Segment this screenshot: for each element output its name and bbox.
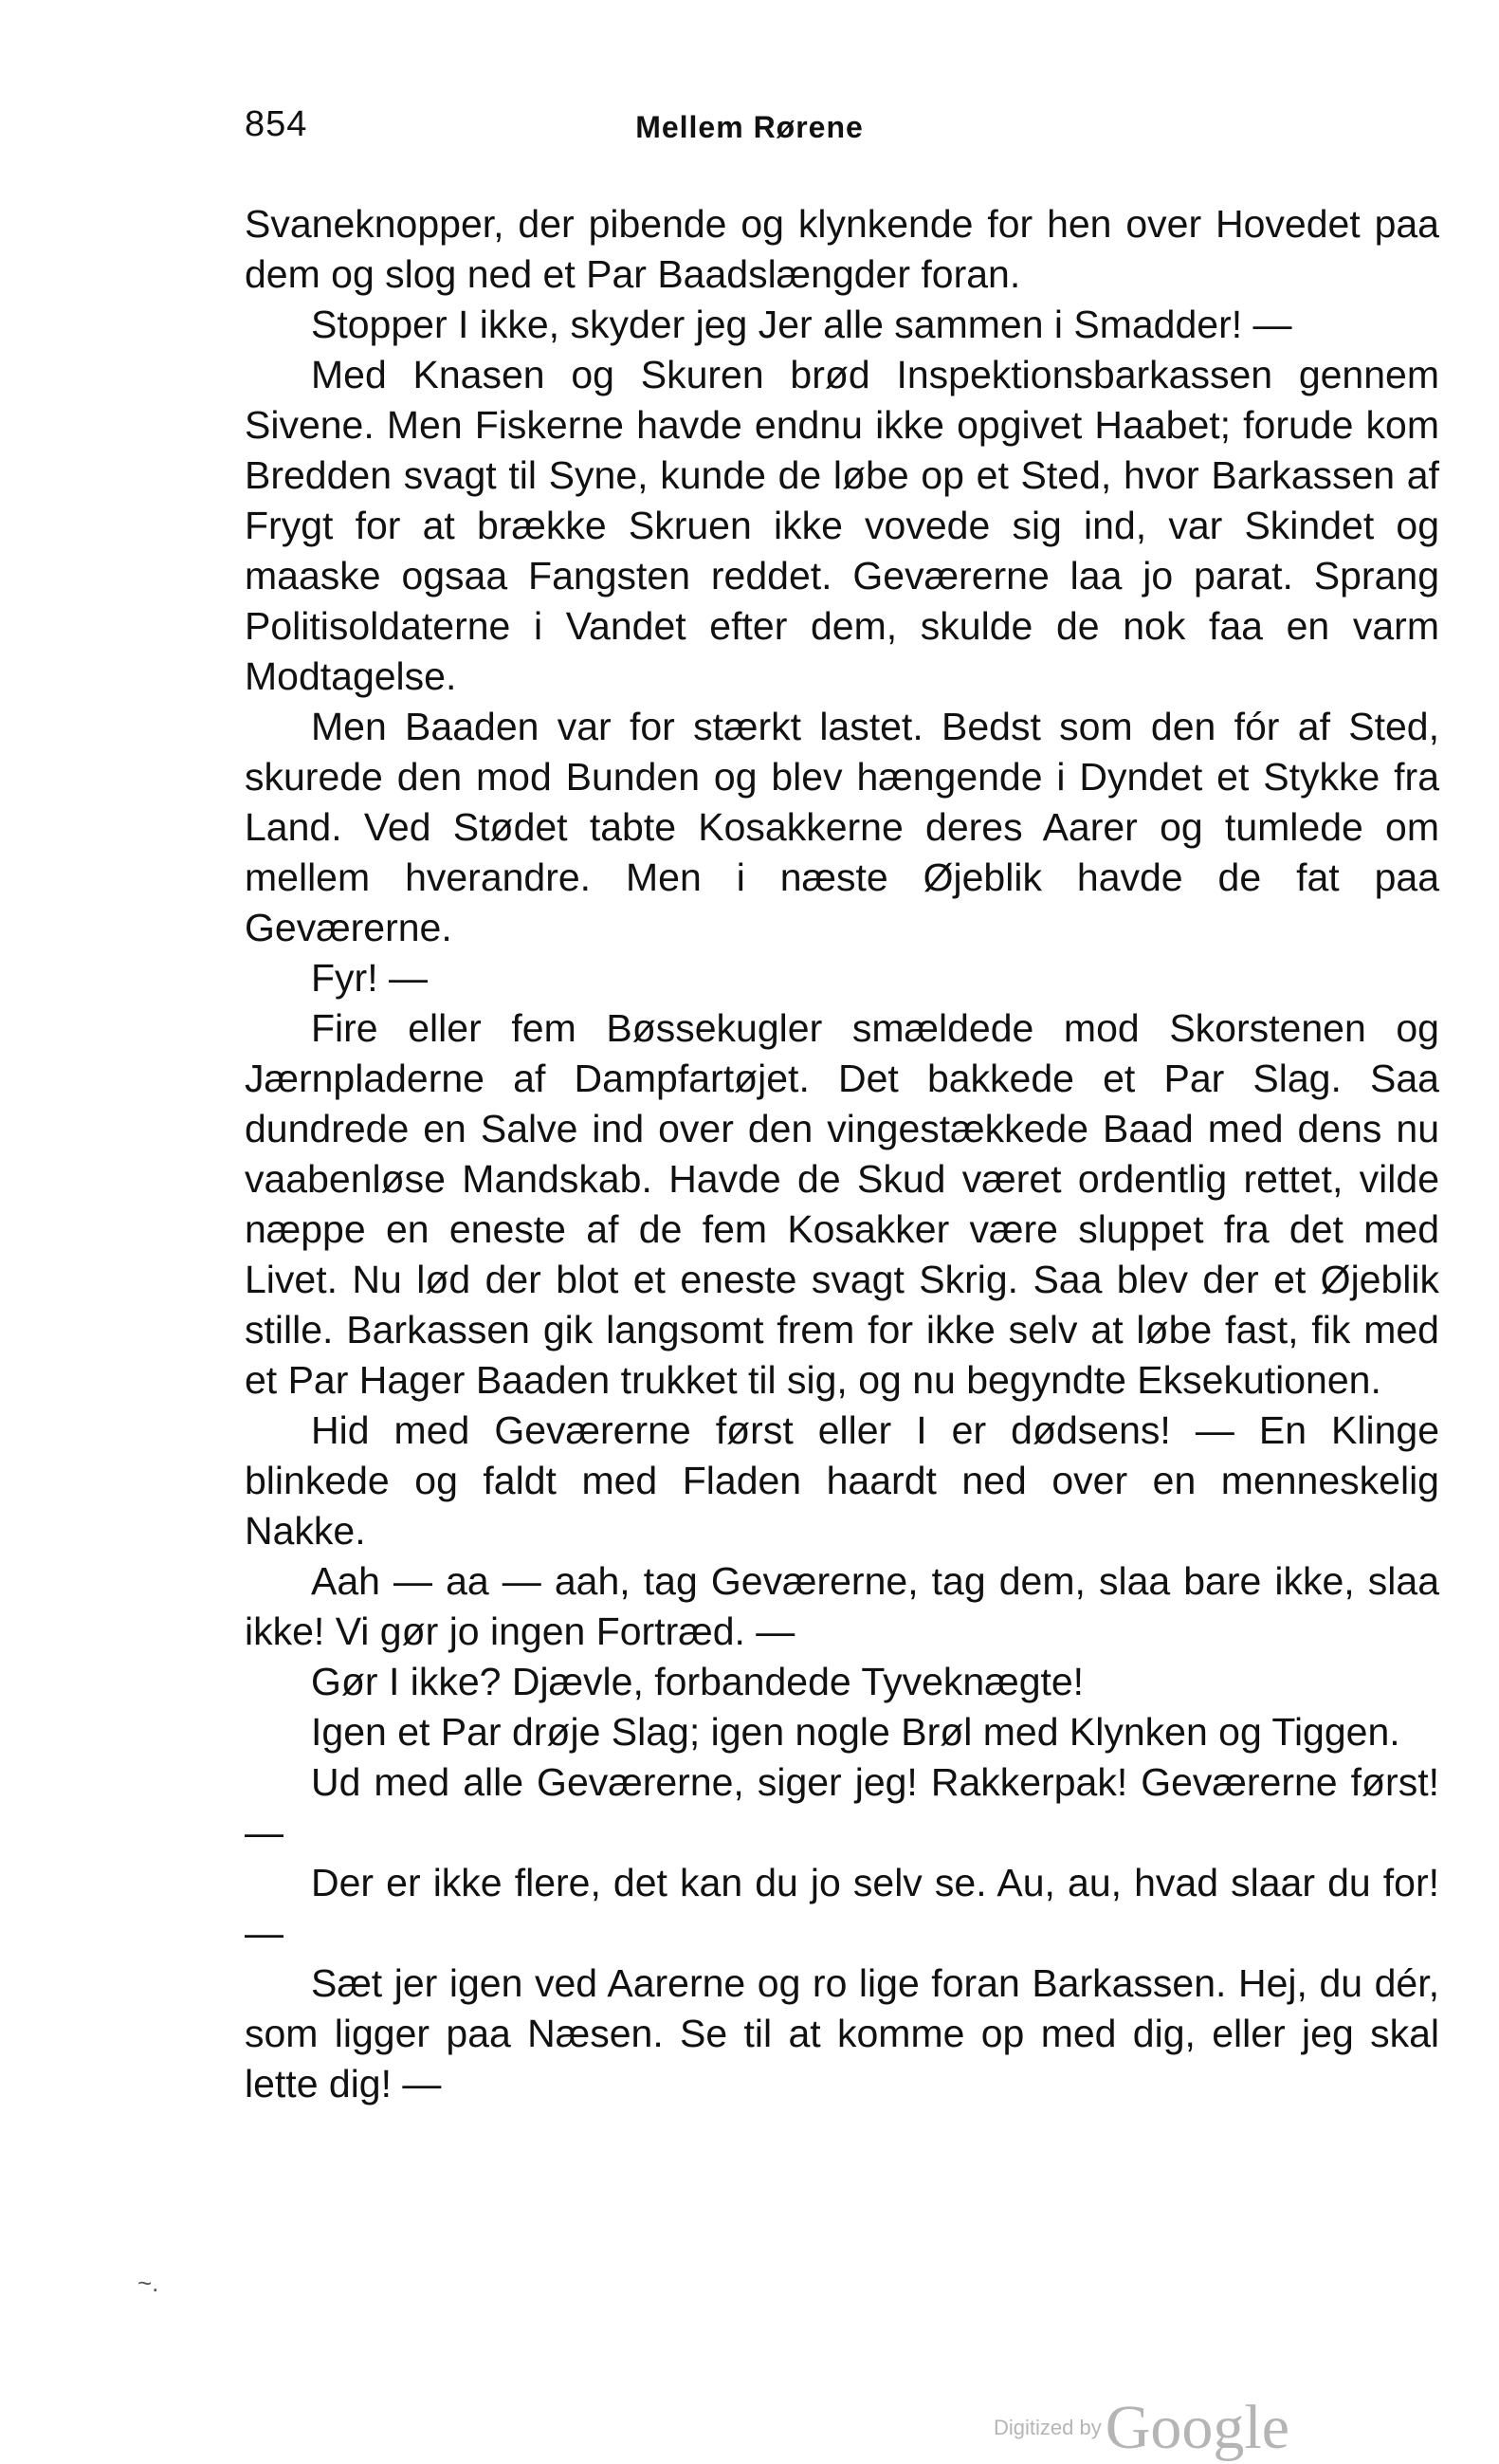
running-title: Mellem Rørene — [635, 110, 864, 144]
paragraph: Stopper I ikke, skyder jeg Jer alle sammen i Smadder! — — [311, 303, 1292, 346]
paragraph: Hid med Geværerne først eller I er dødsens! — En Klinge blinkede og faldt med Fladen haardt ned over en menneskelig Nakke. — [245, 1408, 1439, 1553]
paragraph: Med Knasen og Skuren brød Inspektionsbarkassen gennem Sivene. Men Fiskerne havde endnu ikke opgivet Haabet; forude kom Bredden svagt til Syne, kunde de løbe op et Sted, hvor Barkassen af Frygt for at brække Skruen ikke vovede sig ind, var Skindet og maaske ogsaa Fangsten reddet. Geværerne laa jo parat. Sprang Politisoldaterne i Vandet efter dem, skulde de nok faa en varm Modtagelse. — [245, 353, 1439, 698]
digitized-watermark — [994, 2392, 1289, 2464]
paragraph: Sæt jer igen ved Aarerne og ro lige foran Barkassen. Hej, du dér, som ligger paa Næsen. Se til at komme op med dig, eller jeg skal lette dig! — — [245, 1961, 1439, 2105]
paragraph: Men Baaden var for stærkt lastet. Bedst som den fór af Sted, skurede den mod Bunden og blev hængende i Dyndet et Stykke fra Land. Ved Stødet tabte Kosakkerne deres Aarer og tumlede om mellem hverandre. Men i næste Øjeblik havde de fat paa Geværerne. — [245, 705, 1439, 949]
body-text — [245, 199, 1439, 2109]
paragraph: Aah — aa — aah, tag Geværerne, tag dem, slaa bare ikke, slaa ikke! Vi gør jo ingen Fortræd. — — [245, 1559, 1439, 1653]
page-number: 854 — [245, 104, 308, 144]
paragraph: Fire eller fem Bøssekugler smældede mod Skorstenen og Jærnpladerne af Dampfartøjet. Det bakkede et Par Slag. Saa dundrede en Salve ind over den vingestækkede Baad med dens nu vaabenløse Mandskab. Havde de Skud været ordentlig rettet, vilde næppe en eneste af de fem Kosakker være sluppet fra det med Livet. Nu lød der blot et eneste svagt Skrig. Saa blev der et Øjeblik stille. Barkassen gik langsomt frem for ikke selv at løbe fast, fik med et Par Hager Baaden trukket til sig, og nu begyndte Eksekutionen. — [245, 1006, 1439, 1402]
google-logo: Google — [1105, 2393, 1290, 2462]
paragraph: Fyr! — — [311, 956, 428, 1000]
watermark-prefix: Digitized by — [994, 2416, 1102, 2439]
margin-mark: ~. — [137, 2269, 159, 2297]
paragraph: Svaneknopper, der pibende og klynkende for hen over Hovedet paa dem og slog ned et Par Baadslængder foran. — [245, 202, 1439, 296]
paragraph: Ud med alle Geværerne, siger jeg! Rakkerpak! Geværerne først! — — [245, 1760, 1439, 1854]
paragraph: Der er ikke flere, det kan du jo selv se. Au, au, hvad slaar du for! — — [245, 1861, 1439, 1955]
paragraph: Gør I ikke? Djævle, forbandede Tyveknægte! — [311, 1660, 1085, 1703]
paragraph: Igen et Par drøje Slag; igen nogle Brøl med Klynken og Tiggen. — [311, 1710, 1400, 1754]
